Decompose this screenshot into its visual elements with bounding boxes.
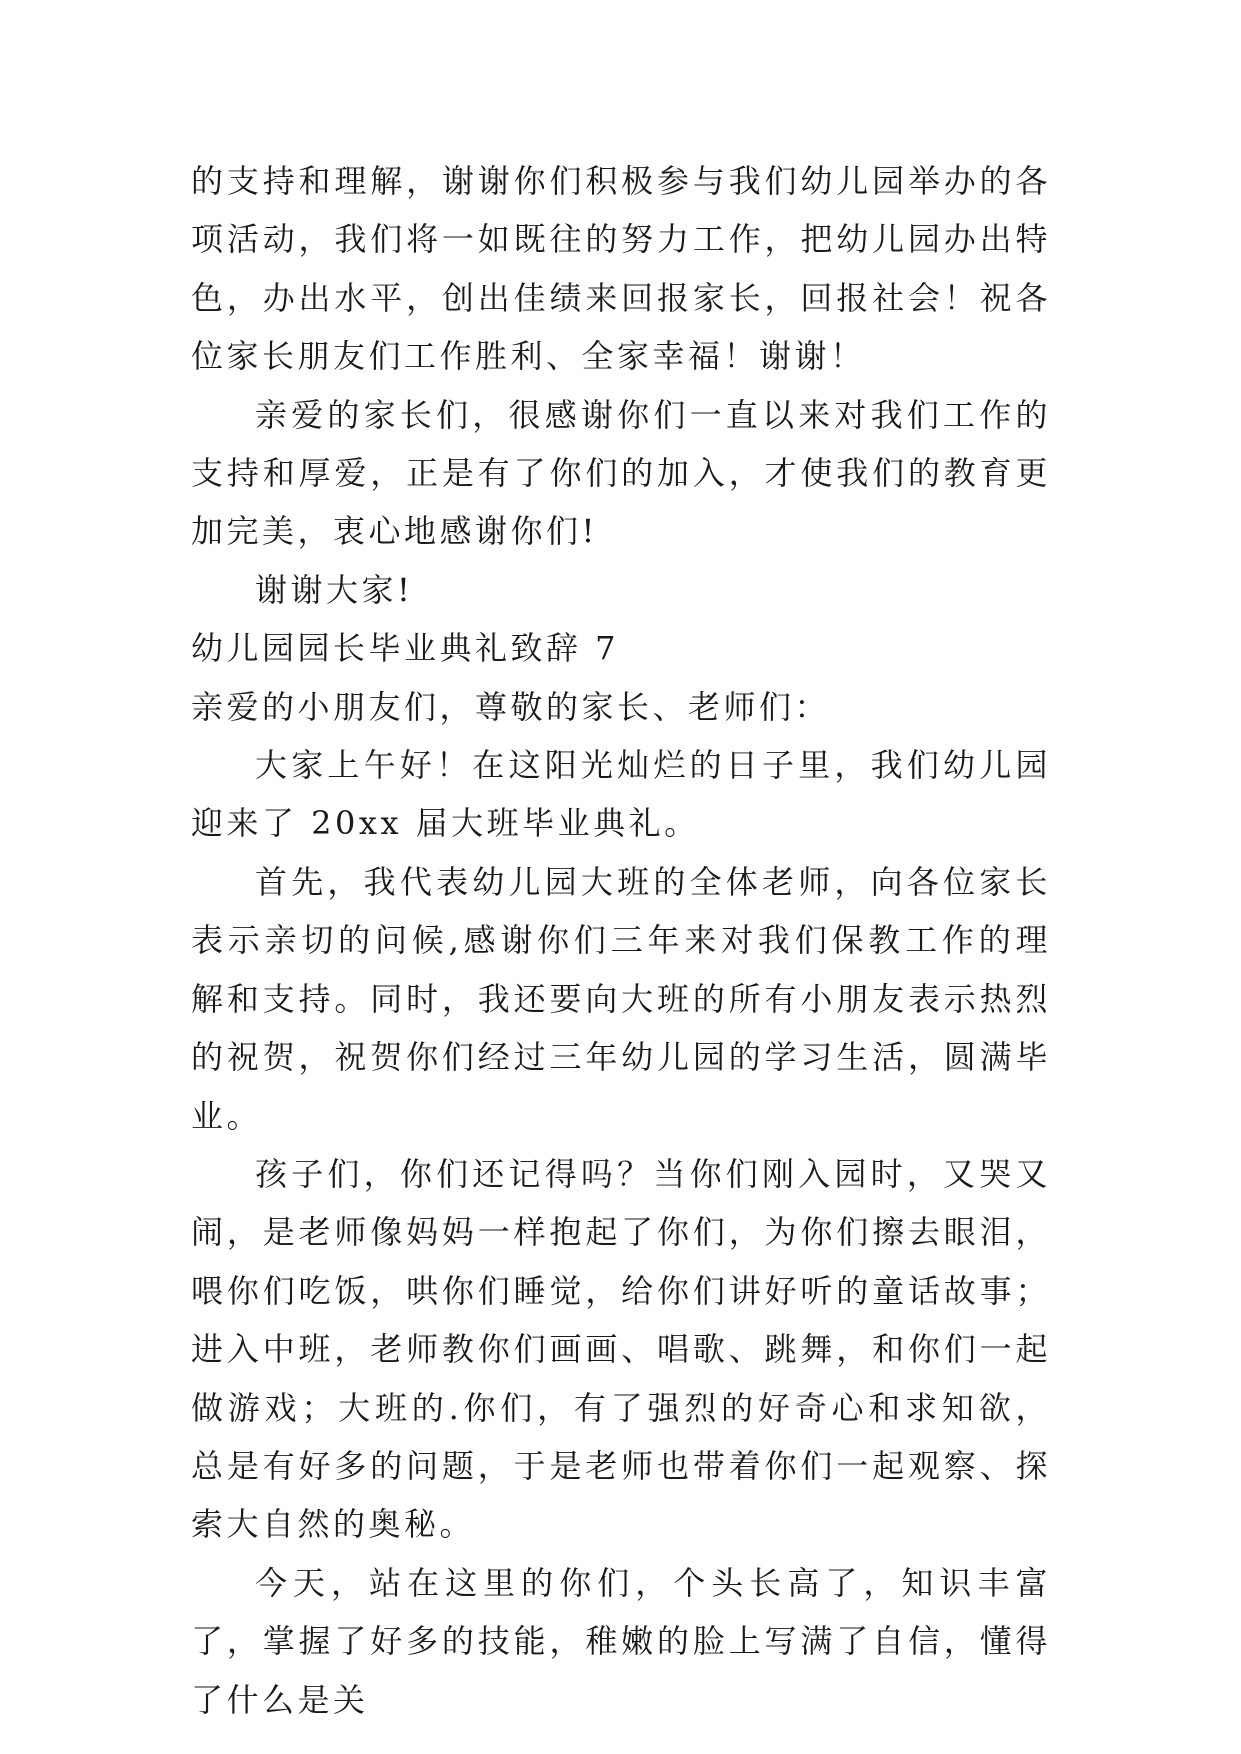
paragraph-parents-thanks: 亲爱的家长们，很感谢你们一直以来对我们工作的支持和厚爱，正是有了你们的加入，才使我们的教育更加完美，衷心地感谢你们! [191, 395, 1051, 551]
document-body [191, 152, 1051, 1729]
paragraph-today: 今天，站在这里的你们，个头长高了，知识丰富了，掌握了好多的技能，稚嫩的脸上写满了自信，懂得了什么是关 [191, 1563, 1051, 1719]
paragraph-memories: 孩子们，你们还记得吗？当你们刚入园时，又哭又闹，是老师像妈妈一样抱起了你们，为你们擦去眼泪，喂你们吃饭，哄你们睡觉，给你们讲好听的童话故事；进入中班，老师教你们画画、唱歌、跳舞，和你们一起做游戏；大班的.你们，有了强烈的好奇心和求知欲，总是有好多的问题，于是老师也带着你们一起观察、探索大自然的奥秘。 [191, 1154, 1051, 1544]
section-heading: 幼儿园园长毕业典礼致辞 7 [191, 629, 620, 668]
paragraph-greeting: 大家上午好！在这阳光灿烂的日子里，我们幼儿园迎来了 20xx 届大班毕业典礼。 [191, 746, 1051, 843]
paragraph-closing-thanks: 的支持和理解，谢谢你们积极参与我们幼儿园举办的各项活动，我们将一如既往的努力工作，把幼儿园办出特色，办出水平，创出佳绩来回报家长，回报社会！祝各位家长朋友们工作胜利、全家幸福！谢谢！ [191, 162, 1051, 376]
paragraph-salutation: 亲爱的小朋友们，尊敬的家长、老师们： [191, 687, 831, 726]
paragraph-first: 首先，我代表幼儿园大班的全体老师，向各位家长表示亲切的问候,感谢你们三年来对我们保教工作的理解和支持。同时，我还要向大班的所有小朋友表示热烈的祝贺，祝贺你们经过三年幼儿园的学习生活，圆满毕业。 [191, 862, 1051, 1135]
paragraph-thank-all: 谢谢大家! [255, 570, 414, 609]
